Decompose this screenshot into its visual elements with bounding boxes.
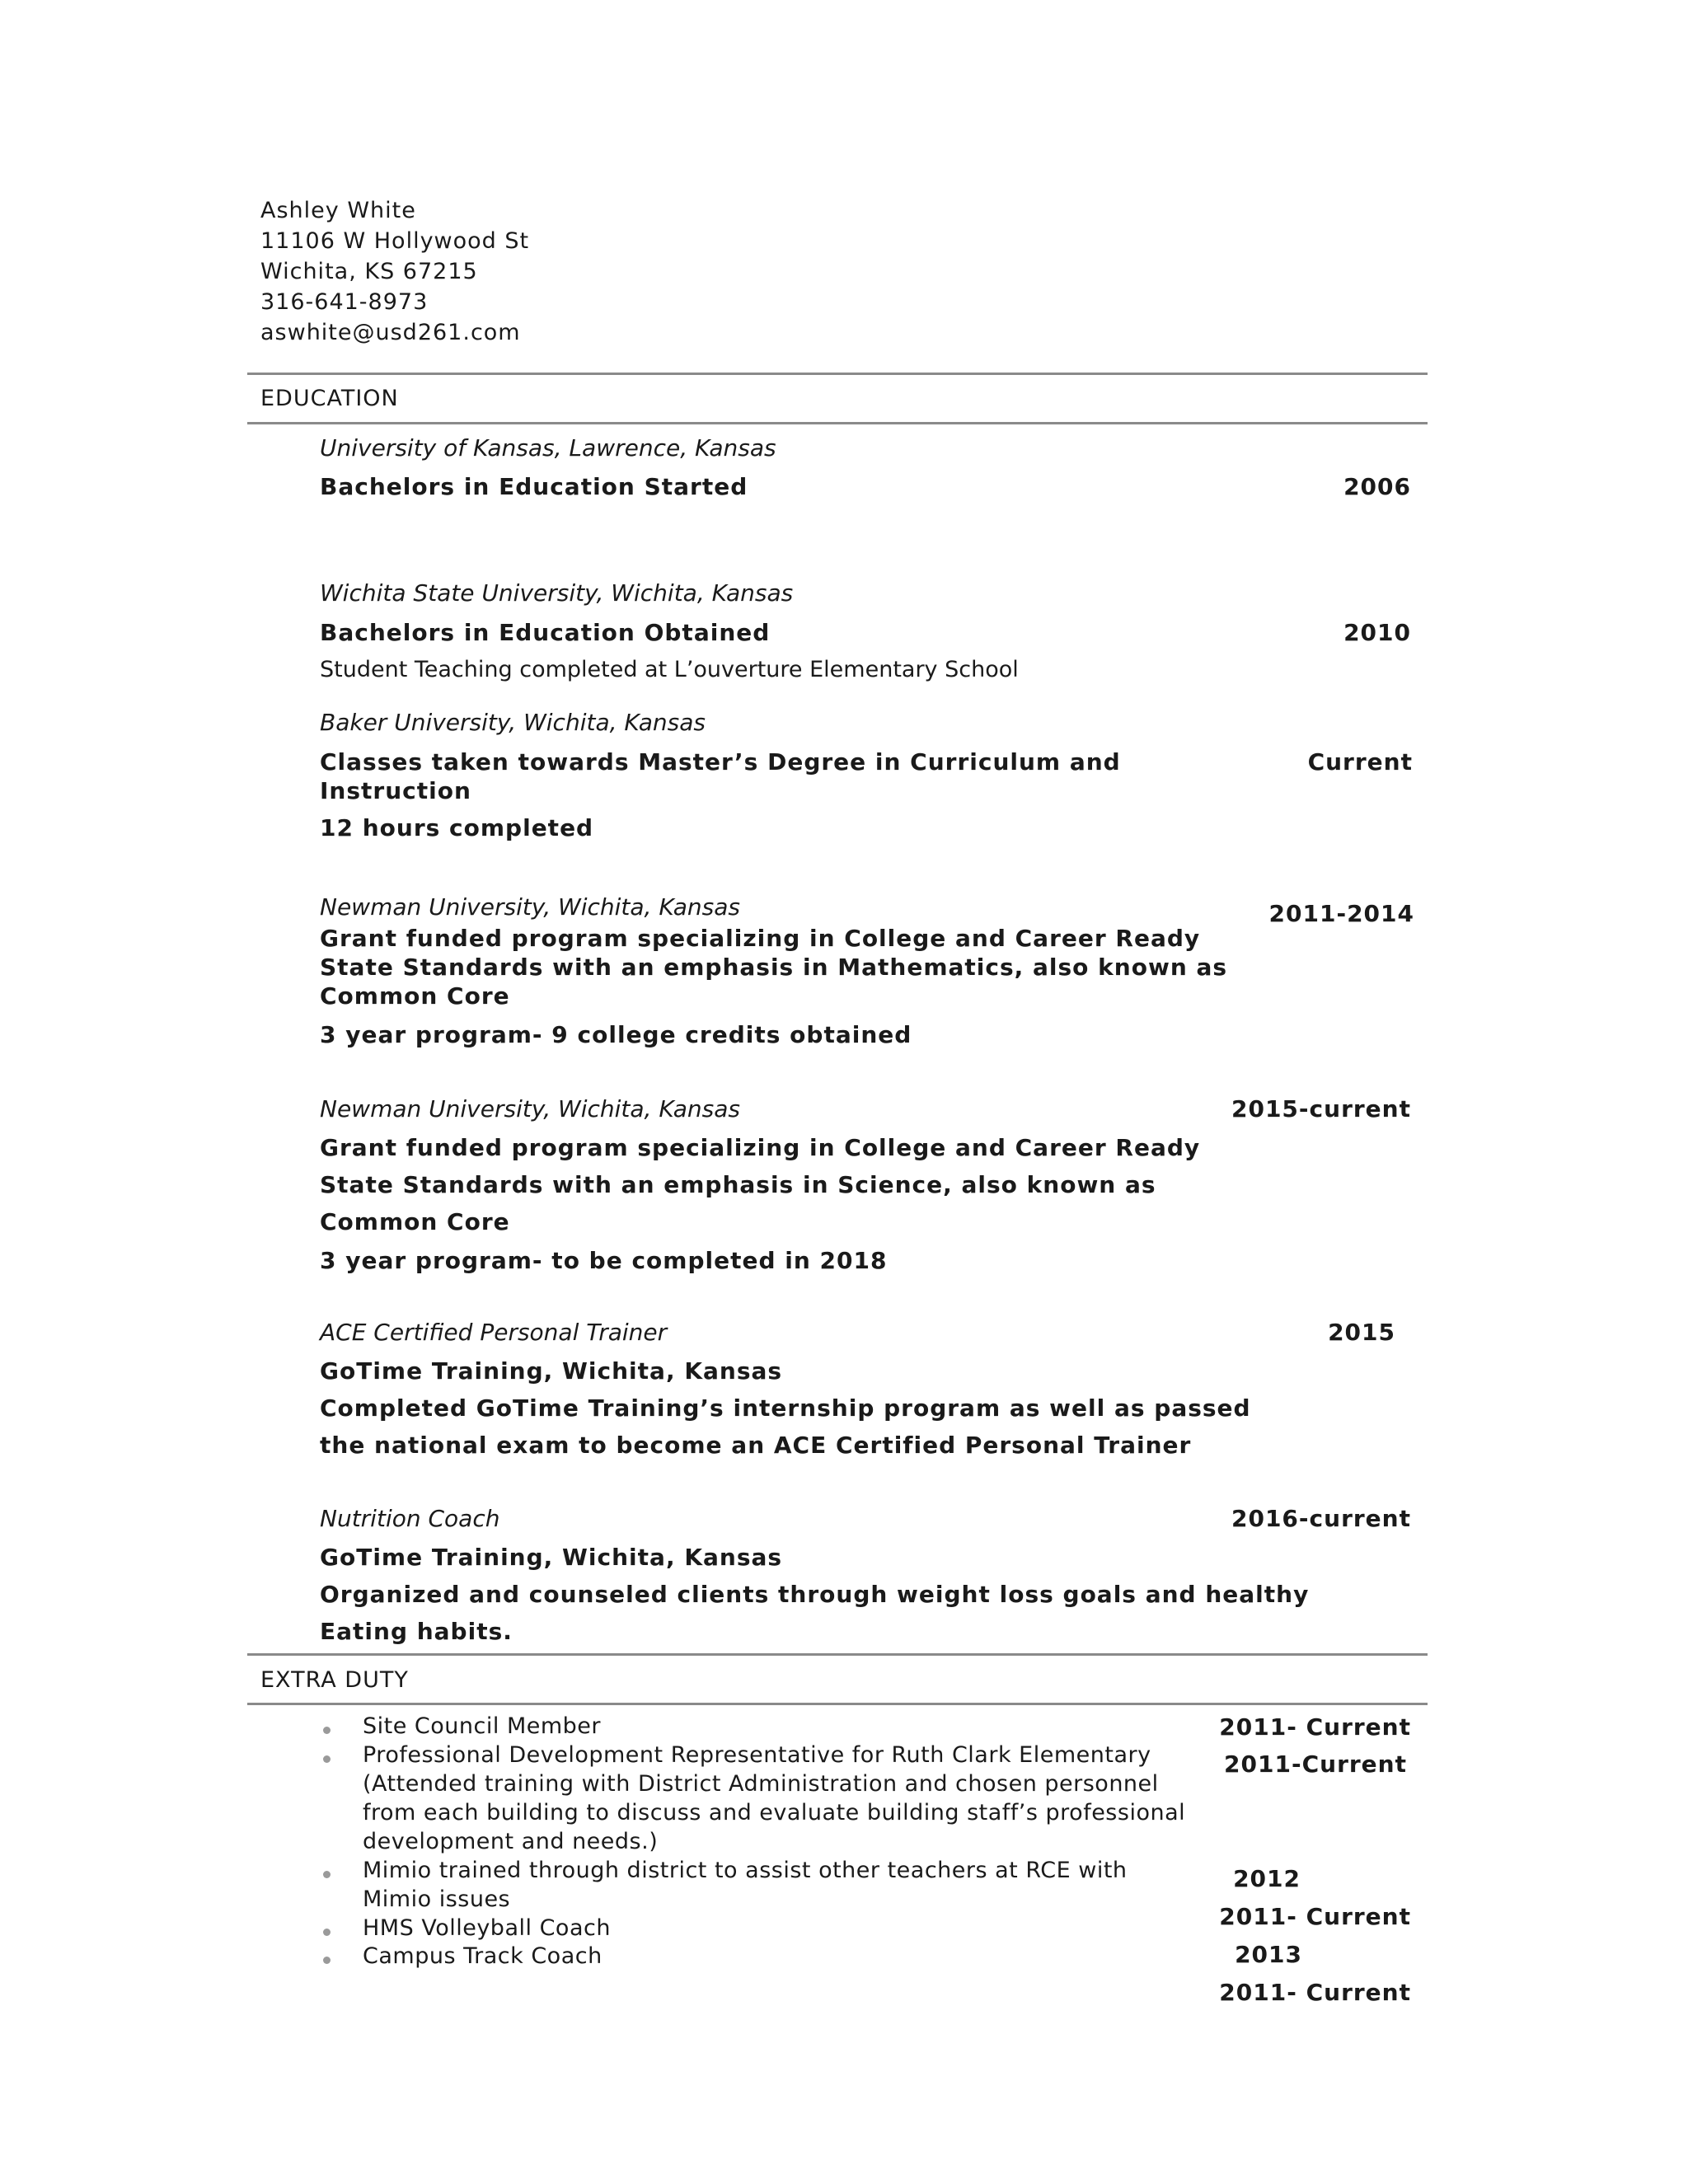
entry-year: 2010	[1343, 619, 1411, 646]
entry-year: 2011-2014	[1268, 900, 1414, 927]
contact-city: Wichita, KS 67215	[260, 259, 478, 284]
section-divider	[247, 422, 1428, 424]
school-name: Baker University, Wichita, Kansas	[320, 709, 706, 736]
contact-phone: 316-641-8973	[260, 289, 429, 315]
extra-duty-title: EXTRA DUTY	[260, 1667, 409, 1693]
duty-year: 2013	[1235, 1941, 1302, 1968]
duty-line: Professional Development Representative for Ruth Clark Elementary	[363, 1742, 1151, 1768]
contact-street: 11106 W Hollywood St	[260, 228, 530, 254]
bullet-icon	[323, 1929, 331, 1936]
duty-line: Mimio issues	[363, 1886, 511, 1912]
contact-email: aswhite@usd261.com	[260, 320, 521, 345]
degree-line: 3 year program- to be completed in 2018	[320, 1247, 888, 1274]
duty-line: Mimio trained through district to assist other teachers at RCE with	[363, 1858, 1128, 1883]
degree-line: Bachelors in Education Obtained	[320, 619, 771, 646]
entry-year: Current	[1307, 748, 1413, 776]
contact-name: Ashley White	[260, 198, 416, 223]
degree-line: GoTime Training, Wichita, Kansas	[320, 1544, 783, 1571]
degree-note: Student Teaching completed at L’ouverture Elementary School	[320, 657, 1019, 682]
school-name: Nutrition Coach	[320, 1505, 500, 1532]
section-divider	[247, 1653, 1428, 1656]
bullet-icon	[323, 1727, 331, 1734]
school-name: Newman University, Wichita, Kansas	[320, 1095, 740, 1122]
duty-line: (Attended training with District Administration and chosen personnel	[363, 1771, 1159, 1797]
education-title: EDUCATION	[260, 386, 399, 411]
bullet-icon	[323, 1871, 331, 1878]
duty-year: 2011- Current	[1219, 1903, 1411, 1930]
degree-line: Bachelors in Education Started	[320, 473, 748, 500]
degree-line: Common Core	[320, 982, 510, 1010]
school-name: Wichita State University, Wichita, Kansas	[320, 579, 794, 607]
section-divider	[247, 373, 1428, 375]
bullet-icon	[323, 1755, 331, 1763]
degree-line: Eating habits.	[320, 1618, 513, 1645]
duty-line: development and needs.)	[363, 1829, 659, 1854]
duty-line: HMS Volleyball Coach	[363, 1915, 611, 1941]
degree-line: Grant funded program specializing in College and Career Ready	[320, 925, 1201, 952]
degree-line: GoTime Training, Wichita, Kansas	[320, 1357, 783, 1385]
degree-line: Organized and counseled clients through weight loss goals and healthy	[320, 1581, 1310, 1608]
degree-line: Common Core	[320, 1208, 510, 1235]
school-name: Newman University, Wichita, Kansas	[320, 893, 740, 921]
duty-year: 2012	[1233, 1865, 1301, 1892]
entry-year: 2006	[1343, 473, 1411, 500]
entry-year: 2016-current	[1231, 1505, 1411, 1532]
duty-line: Site Council Member	[363, 1713, 602, 1739]
entry-year: 2015	[1328, 1319, 1395, 1346]
degree-line: 3 year program- 9 college credits obtained	[320, 1021, 912, 1048]
duty-line: Campus Track Coach	[363, 1943, 603, 1969]
duty-year: 2011-Current	[1224, 1750, 1407, 1778]
degree-line: State Standards with an emphasis in Mathematics, also known as	[320, 954, 1228, 981]
degree-line: the national exam to become an ACE Certified Personal Trainer	[320, 1432, 1192, 1459]
duty-line: from each building to discuss and evaluate building staff’s professional	[363, 1800, 1186, 1825]
degree-line: Classes taken towards Master’s Degree in Curriculum and	[320, 748, 1121, 776]
degree-line: Grant funded program specializing in College and Career Ready	[320, 1134, 1201, 1161]
school-name: ACE Certified Personal Trainer	[320, 1319, 668, 1346]
degree-line: Completed GoTime Training’s internship program as well as passed	[320, 1394, 1251, 1422]
duty-year: 2011- Current	[1219, 1979, 1411, 2006]
entry-year: 2015-current	[1231, 1095, 1411, 1122]
duty-year: 2011- Current	[1219, 1713, 1411, 1741]
school-name: University of Kansas, Lawrence, Kansas	[320, 434, 776, 462]
degree-line: Instruction	[320, 777, 471, 804]
section-divider	[247, 1703, 1428, 1705]
degree-line: State Standards with an emphasis in Science, also known as	[320, 1171, 1156, 1198]
bullet-icon	[323, 1957, 331, 1964]
degree-line: 12 hours completed	[320, 814, 594, 841]
